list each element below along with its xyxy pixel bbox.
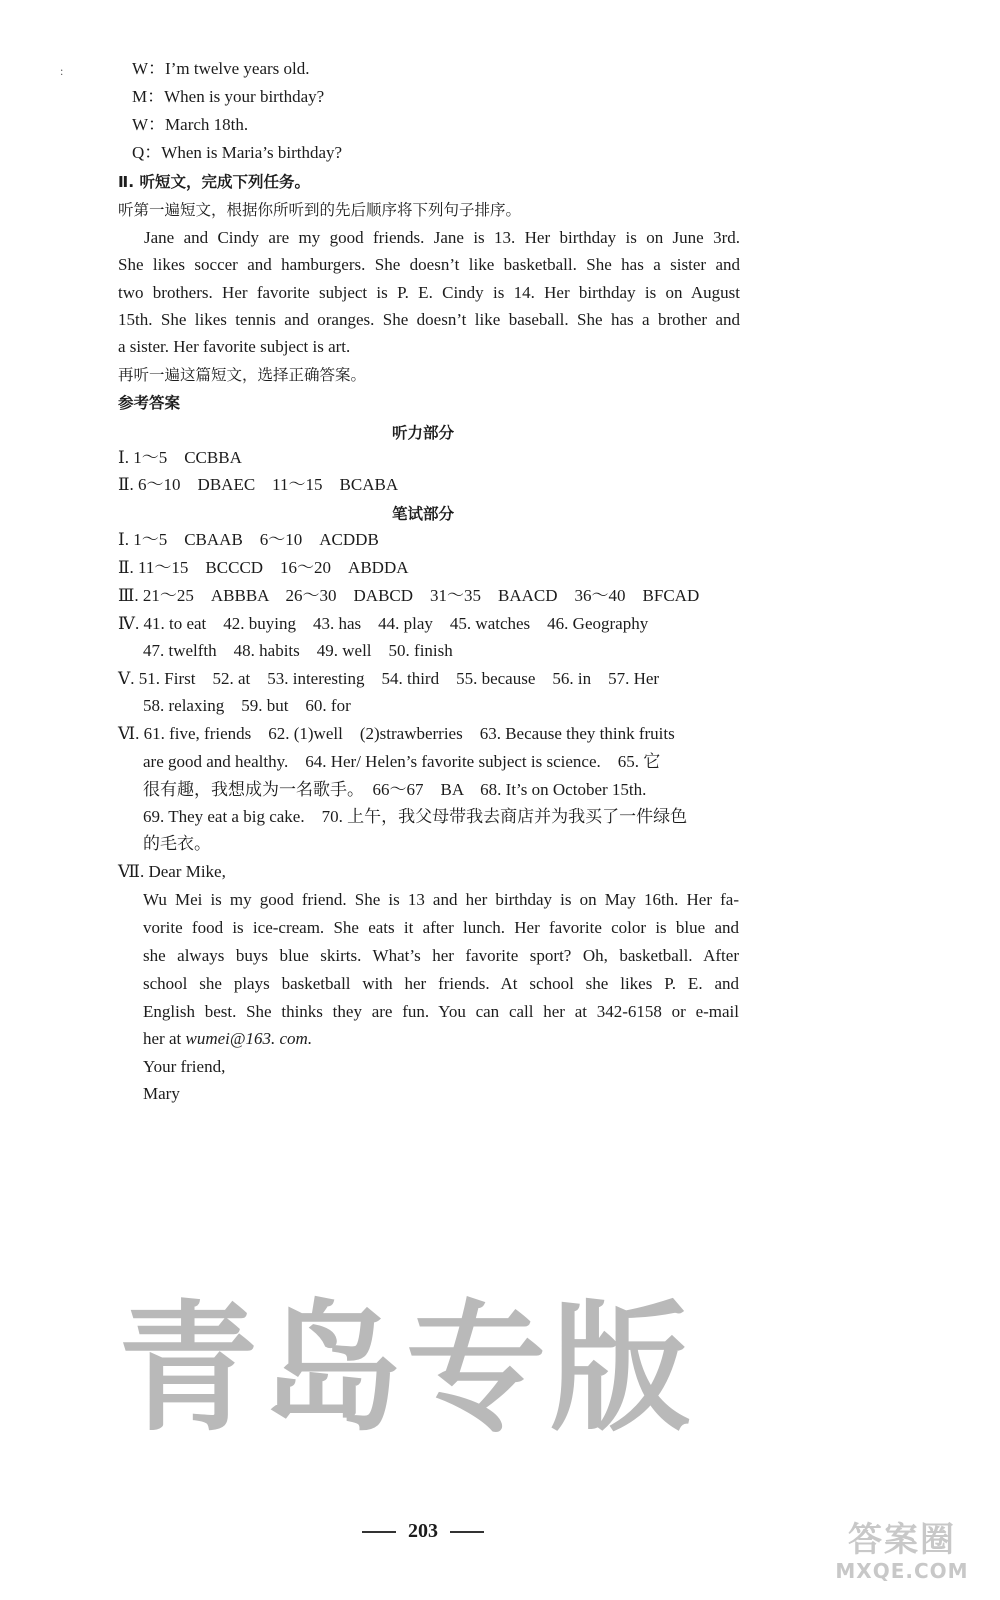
listening-answer: Ⅱ. 6～10 DBAEC 11～15 BCABA — [118, 475, 399, 494]
dialogue-line: W：March 18th. — [132, 115, 249, 134]
written-answer-vi-cont: 69. They eat a big cake. 70. 上午，我父母带我去商店并为我买了一件绿色 — [143, 807, 688, 826]
letter-line: she always buys blue skirts. What’s her favorite sport? Oh, basketball. After — [143, 946, 739, 965]
written-answer-vii: Ⅶ. Dear Mike, — [118, 862, 226, 881]
written-heading: 笔试部分 — [391, 505, 454, 523]
written-answer-vi: Ⅵ. 61. five, friends 62. (1)well (2)strawberries 63. Because they think fruits — [118, 724, 675, 743]
page-number-dash-right — [450, 1531, 484, 1533]
dialogue-question: Q：When is Maria’s birthday? — [132, 143, 343, 162]
letter-email-line — [143, 1028, 312, 1050]
site-logo-url: MXQE.COM — [835, 1559, 969, 1583]
site-logo-text: 答案圈 — [848, 1520, 956, 1560]
dialogue-line: W：I’m twelve years old. — [132, 59, 310, 78]
letter-line: school she plays basketball with her friends. At school she likes P. E. and — [143, 974, 739, 993]
letter-closing: Your friend, — [143, 1057, 226, 1076]
listening-answer: Ⅰ. 1～5 CCBBA — [118, 448, 242, 467]
passage-line: Jane and Cindy are my good friends. Jane is 13. Her birthday is on June 3rd. — [144, 228, 740, 247]
written-answer-i: Ⅰ. 1～5 CBAAB 6～10 ACDDB — [118, 530, 379, 549]
written-answer-ii: Ⅱ. 11～15 BCCCD 16～20 ABDDA — [118, 558, 409, 577]
letter-line: vorite food is ice-cream. She eats it after lunch. Her favorite color is blue and — [143, 918, 739, 937]
written-answer-iv-cont: 47. twelfth 48. habits 49. well 50. finish — [143, 641, 453, 660]
written-answer-iv: Ⅳ. 41. to eat 42. buying 43. has 44. play 45. watches 46. Geography — [118, 614, 649, 633]
written-answer-v: Ⅴ. 51. First 52. at 53. interesting 54. third 55. because 56. in 57. Her — [118, 669, 660, 688]
written-answer-vi-cont: are good and healthy. 64. Her/ Helen’s favorite subject is science. 65. 它 — [143, 752, 661, 771]
page-number-dash-left — [362, 1531, 396, 1533]
answers-heading: 参考答案 — [118, 394, 181, 412]
written-answer-v-cont: 58. relaxing 59. but 60. for — [143, 696, 351, 715]
passage-line: 15th. She likes tennis and oranges. She doesn’t like baseball. She has a brother and — [118, 310, 740, 329]
letter-line: Wu Mei is my good friend. She is 13 and her birthday is on May 16th. Her fa- — [143, 890, 739, 909]
section2-instruction-2: 再听一遍这篇短文，选择正确答案。 — [118, 366, 367, 384]
dialogue-line: M：When is your birthday? — [132, 87, 325, 106]
margin-mark: : — [60, 64, 64, 78]
letter-email: wumei@163. com. — [185, 1029, 313, 1048]
passage-line: She likes soccer and hamburgers. She doesn’t like basketball. She has a sister and — [118, 255, 740, 274]
letter-line: English best. She thinks they are fun. You can call her at 342-6158 or e-mail — [143, 1002, 739, 1021]
letter-signature: Mary — [143, 1084, 180, 1103]
letter-email-prefix: her at — [143, 1029, 186, 1048]
section2-instruction-1: 听第一遍短文，根据你所听到的先后顺序将下列句子排序。 — [118, 201, 522, 219]
site-logo — [822, 1520, 982, 1590]
page-number-text: 203 — [408, 1520, 438, 1542]
written-answer-vi-cont: 很有趣，我想成为一名歌手。 66～67 BA 68. It’s on October 15th. — [143, 780, 647, 799]
edition-watermark: 青岛专版 — [118, 1288, 695, 1451]
section2-heading: Ⅱ. 听短文，完成下列任务。 — [118, 173, 310, 191]
written-answer-vi-cont: 的毛衣。 — [143, 834, 211, 853]
written-answer-iii: Ⅲ. 21～25 ABBBA 26～30 DABCD 31～35 BAACD 36～40 BFCAD — [118, 586, 700, 605]
page-number — [0, 1520, 846, 1543]
passage-line: a sister. Her favorite subject is art. — [118, 337, 351, 356]
listening-heading: 听力部分 — [391, 424, 454, 442]
passage-line: two brothers. Her favorite subject is P. E. Cindy is 14. Her birthday is on August — [118, 283, 740, 302]
